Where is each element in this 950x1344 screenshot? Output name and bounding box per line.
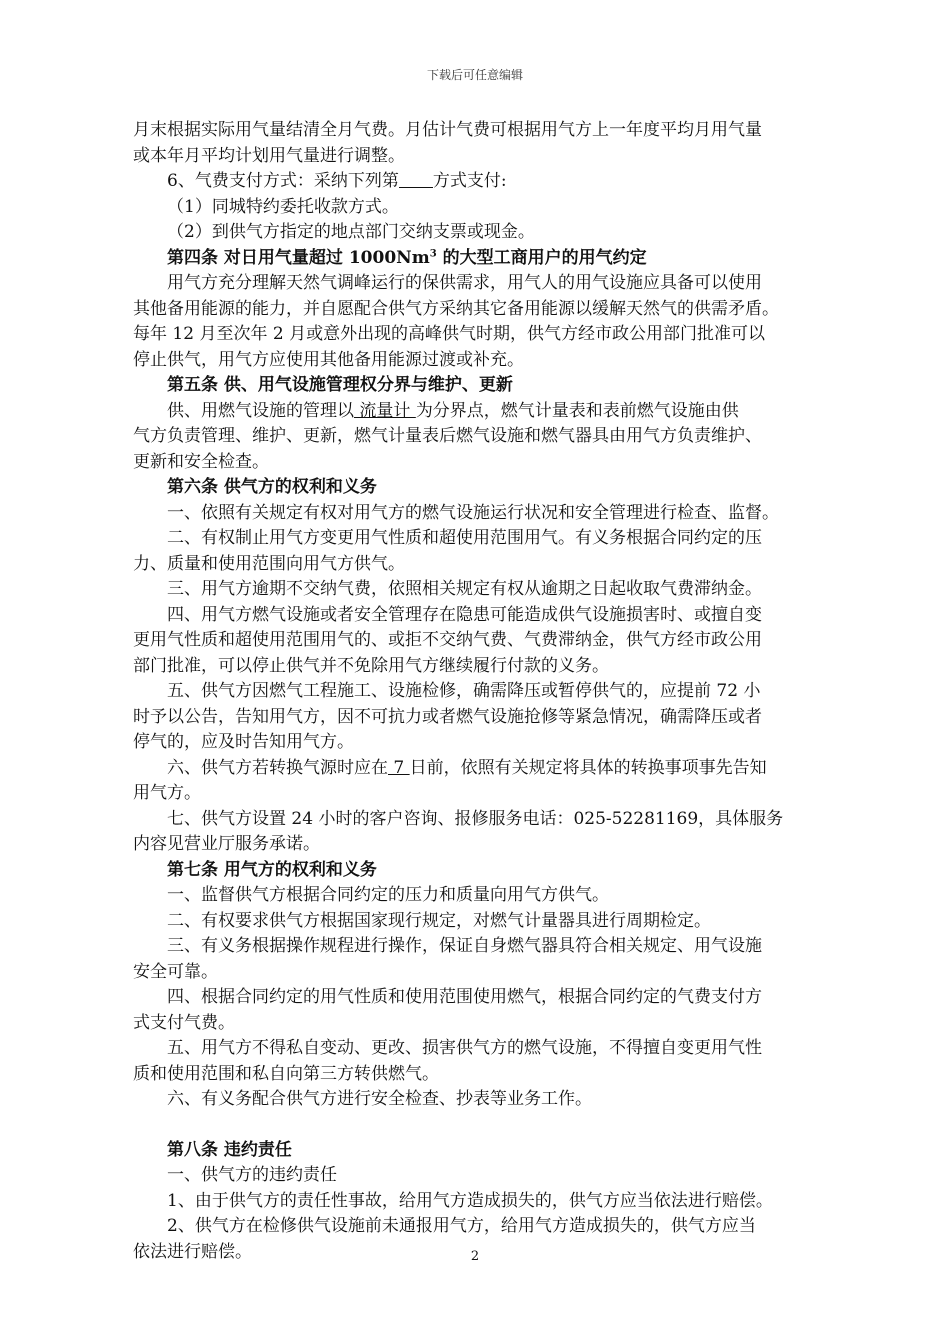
text-line: 部门批准，可以停止供气并不免除用气方继续履行付款的义务。 <box>133 655 609 676</box>
article-7-heading: 第七条 用气方的权利和义务 <box>167 859 377 880</box>
text-line: 1、由于供气方的责任性事故，给用气方造成损失的，供气方应当依法进行赔偿。 <box>167 1190 773 1211</box>
text-line: 月末根据实际用气量结清全月气费。月估计气费可根据用气方上一年度平均月用气量 <box>133 120 762 140</box>
text-line: 六、有义务配合供气方进行安全检查、抄表等业务工作。 <box>167 1089 592 1109</box>
text-line: 七、供气方设置 24 小时的客户咨询、报修服务电话：025-52281169，具体服务 <box>167 808 784 829</box>
text-line: 停止供气，用气方应使用其他备用能源过渡或补充。 <box>133 349 524 370</box>
text-line: 依法进行赔偿。 <box>133 1241 252 1262</box>
text-line: （1）同城特约委托收款方式。 <box>167 196 399 217</box>
text-line: 安全可靠。 <box>133 961 218 982</box>
text-line: 停气的，应及时告知用气方。 <box>133 732 354 752</box>
text-line: 力、质量和使用范围向用气方供气。 <box>133 553 405 574</box>
page-number: 2 <box>470 1249 480 1264</box>
blank-field <box>399 171 433 188</box>
text-line: 其他备用能源的能力，并自愿配合供气方采纳其它备用能源以缓解天然气的供需矛盾。 <box>133 298 779 319</box>
text-line: 更用气性质和超使用范围用气的、或拒不交纳气费、气费滞纳金，供气方经市政公用 <box>133 630 762 650</box>
text-line: （2）到供气方指定的地点部门交纳支票或现金。 <box>167 222 535 242</box>
article-6-heading: 第六条 供气方的权利和义务 <box>167 477 377 497</box>
text-line: 质和使用范围和私自向第三方转供燃气。 <box>133 1063 439 1084</box>
text-line: 三、用气方逾期不交纳气费，依照相关规定有权从逾期之日起收取气费滞纳金。 <box>167 579 762 599</box>
underlined-field: 7 <box>388 757 410 778</box>
text-line: 一、依照有关规定有权对用气方的燃气设施运行状况和安全管理进行检查、监督。 <box>167 502 779 523</box>
text-line: 四、根据合同约定的用气性质和使用范围使用燃气，根据合同约定的气费支付方 <box>167 987 762 1007</box>
spacer <box>133 1113 838 1138</box>
text-line: 用气方充分理解天然气调峰运行的保供需求，用气人的用气设施应具备可以使用 <box>167 273 762 293</box>
text-line: 二、有权制止用气方变更用气性质和超使用范围用气。有义务根据合同约定的压 <box>167 528 762 548</box>
text-line: 一、监督供气方根据合同约定的压力和质量向用气方供气。 <box>167 885 609 905</box>
article-4-heading: 第四条 对日用气量超过 1000Nm$^3$ 的大型工商用户的用气约定 <box>167 247 647 268</box>
text-line: 供、用燃气设施的管理以 流量计 为分界点，燃气计量表和表前燃气设施由供 <box>167 400 739 421</box>
text-line: 式支付气费。 <box>133 1012 235 1033</box>
text-line: 三、有义务根据操作规程进行操作，保证自身燃气器具符合相关规定、用气设施 <box>167 936 762 956</box>
text-line: 2、供气方在检修供气设施前未通报用气方，给用气方造成损失的，供气方应当 <box>167 1216 756 1236</box>
text-line: 五、供气方因燃气工程施工、设施检修，确需降压或暂停供气的，应提前 72 小 <box>167 681 761 701</box>
text-line: 或本年月平均计划用气量进行调整。 <box>133 145 405 166</box>
text-line: 用气方。 <box>133 783 201 803</box>
article-5-heading: 第五条 供、用气设施管理权分界与维护、更新 <box>167 375 513 395</box>
document-body <box>133 118 838 1265</box>
underlined-field: 流量计 <box>354 400 416 421</box>
payment-method-line: 6、气费支付方式：采纳下列第 方式支付: <box>167 171 507 191</box>
article-8-heading: 第八条 违约责任 <box>167 1139 292 1160</box>
text-line: 二、有权要求供气方根据国家现行规定，对燃气计量器具进行周期检定。 <box>167 910 711 931</box>
page-header: 下载后可任意编辑 <box>426 68 523 82</box>
text-line: 气方负责管理、维护、更新，燃气计量表后燃气设施和燃气器具由用气方负责维护、 <box>133 426 762 446</box>
text-line: 更新和安全检查。 <box>133 451 269 472</box>
text-line: 内容见营业厅服务承诺。 <box>133 834 320 854</box>
text-line: 四、用气方燃气设施或者安全管理存在隐患可能造成供气设施损害时、或擅自变 <box>167 604 762 625</box>
text-line: 时予以公告，告知用气方，因不可抗力或者燃气设施抢修等紧急情况，确需降压或者 <box>133 706 762 727</box>
text-line: 六、供气方若转换气源时应在 7 日前，依照有关规定将具体的转换事项事先告知 <box>167 757 767 778</box>
text-line: 一、供气方的违约责任 <box>167 1165 337 1185</box>
text-line: 五、用气方不得私自变动、更改、损害供气方的燃气设施，不得擅自变更用气性 <box>167 1038 762 1058</box>
text-line: 每年 12 月至次年 2 月或意外出现的高峰供气时期，供气方经市政公用部门批准可以 <box>133 324 766 344</box>
